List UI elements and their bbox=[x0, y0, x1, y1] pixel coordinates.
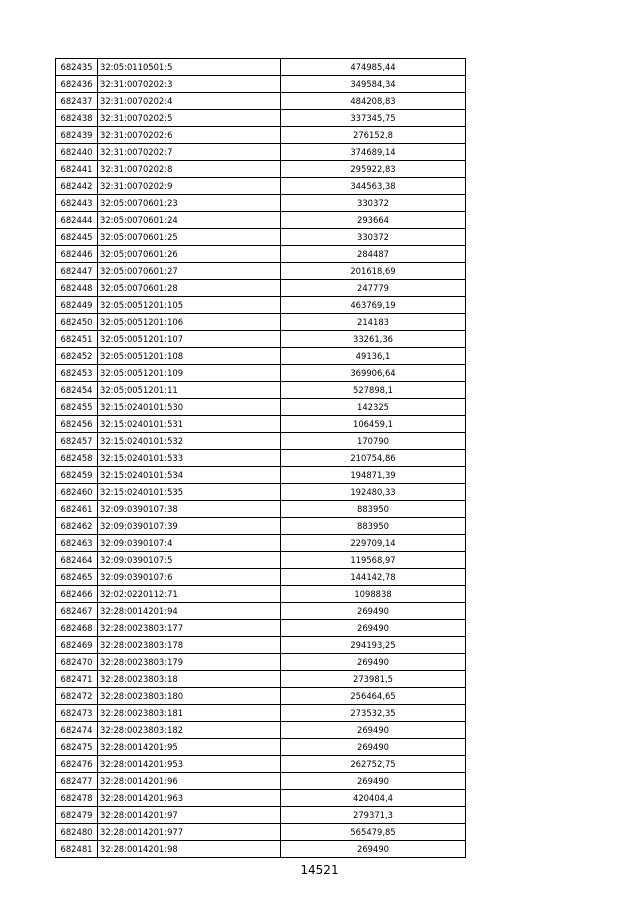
table-row bbox=[56, 484, 466, 501]
table-row bbox=[56, 331, 466, 348]
row-id-cell: 682459 bbox=[56, 467, 98, 484]
cadastral-number-cell: 32:28:0014201:98 bbox=[98, 841, 281, 858]
cadastral-value-cell: 344563,38 bbox=[281, 178, 466, 195]
cadastral-value-cell: 194871,39 bbox=[281, 467, 466, 484]
row-id-cell: 682451 bbox=[56, 331, 98, 348]
cadastral-number-cell: 32:05:0051201:107 bbox=[98, 331, 281, 348]
cadastral-value-cell: 269490 bbox=[281, 620, 466, 637]
row-id-cell: 682475 bbox=[56, 739, 98, 756]
cadastral-number-cell: 32:15:0240101:535 bbox=[98, 484, 281, 501]
cadastral-number-cell: 32:09:0390107:39 bbox=[98, 518, 281, 535]
cadastral-value-cell: 269490 bbox=[281, 739, 466, 756]
cadastral-number-cell: 32:09:0390107:6 bbox=[98, 569, 281, 586]
row-id-cell: 682448 bbox=[56, 280, 98, 297]
table-row bbox=[56, 773, 466, 790]
cadastral-value-cell: 337345,75 bbox=[281, 110, 466, 127]
cadastral-value-cell: 420404,4 bbox=[281, 790, 466, 807]
row-id-cell: 682436 bbox=[56, 76, 98, 93]
cadastral-number-cell: 32:31:0070202:9 bbox=[98, 178, 281, 195]
cadastral-number-cell: 32:31:0070202:3 bbox=[98, 76, 281, 93]
table-row bbox=[56, 280, 466, 297]
cadastral-value-cell: 463769,19 bbox=[281, 297, 466, 314]
row-id-cell: 682469 bbox=[56, 637, 98, 654]
cadastral-number-cell: 32:28:0023803:178 bbox=[98, 637, 281, 654]
cadastral-number-cell: 32:15:0240101:532 bbox=[98, 433, 281, 450]
table-row bbox=[56, 365, 466, 382]
cadastral-value-cell: 349584,34 bbox=[281, 76, 466, 93]
table-row bbox=[56, 246, 466, 263]
table-row bbox=[56, 76, 466, 93]
row-id-cell: 682479 bbox=[56, 807, 98, 824]
row-id-cell: 682443 bbox=[56, 195, 98, 212]
table-row bbox=[56, 229, 466, 246]
table-row bbox=[56, 790, 466, 807]
cadastral-value-cell: 201618,69 bbox=[281, 263, 466, 280]
row-id-cell: 682480 bbox=[56, 824, 98, 841]
cadastral-value-cell: 192480,33 bbox=[281, 484, 466, 501]
row-id-cell: 682435 bbox=[56, 59, 98, 76]
row-id-cell: 682440 bbox=[56, 144, 98, 161]
row-id-cell: 682474 bbox=[56, 722, 98, 739]
cadastral-number-cell: 32:05:0051201:109 bbox=[98, 365, 281, 382]
table-row bbox=[56, 450, 466, 467]
cadastral-value-table bbox=[55, 58, 466, 858]
cadastral-number-cell: 32:05:0070601:23 bbox=[98, 195, 281, 212]
row-id-cell: 682438 bbox=[56, 110, 98, 127]
cadastral-value-cell: 247779 bbox=[281, 280, 466, 297]
cadastral-number-cell: 32:28:0023803:179 bbox=[98, 654, 281, 671]
table-row bbox=[56, 263, 466, 280]
table-row bbox=[56, 501, 466, 518]
cadastral-value-cell: 142325 bbox=[281, 399, 466, 416]
cadastral-value-cell: 269490 bbox=[281, 773, 466, 790]
cadastral-value-cell: 273532,35 bbox=[281, 705, 466, 722]
table-row bbox=[56, 705, 466, 722]
cadastral-value-cell: 229709,14 bbox=[281, 535, 466, 552]
table-row bbox=[56, 535, 466, 552]
table-row bbox=[56, 603, 466, 620]
cadastral-number-cell: 32:31:0070202:7 bbox=[98, 144, 281, 161]
cadastral-value-cell: 293664 bbox=[281, 212, 466, 229]
table-row bbox=[56, 807, 466, 824]
cadastral-value-cell: 119568,97 bbox=[281, 552, 466, 569]
row-id-cell: 682453 bbox=[56, 365, 98, 382]
row-id-cell: 682437 bbox=[56, 93, 98, 110]
cadastral-number-cell: 32:05:0051201:105 bbox=[98, 297, 281, 314]
cadastral-value-cell: 474985,44 bbox=[281, 59, 466, 76]
row-id-cell: 682445 bbox=[56, 229, 98, 246]
cadastral-value-cell: 279371,3 bbox=[281, 807, 466, 824]
table-row bbox=[56, 722, 466, 739]
cadastral-number-cell: 32:28:0014201:953 bbox=[98, 756, 281, 773]
cadastral-number-cell: 32:05:0070601:24 bbox=[98, 212, 281, 229]
table-row bbox=[56, 93, 466, 110]
cadastral-number-cell: 32:28:0014201:977 bbox=[98, 824, 281, 841]
cadastral-value-cell: 883950 bbox=[281, 518, 466, 535]
cadastral-number-cell: 32:28:0014201:96 bbox=[98, 773, 281, 790]
row-id-cell: 682465 bbox=[56, 569, 98, 586]
table-row bbox=[56, 144, 466, 161]
cadastral-number-cell: 32:28:0023803:180 bbox=[98, 688, 281, 705]
table-body bbox=[56, 59, 466, 858]
cadastral-number-cell: 32:28:0014201:94 bbox=[98, 603, 281, 620]
row-id-cell: 682466 bbox=[56, 586, 98, 603]
table-row bbox=[56, 59, 466, 76]
cadastral-value-cell: 262752,75 bbox=[281, 756, 466, 773]
cadastral-number-cell: 32:05:0070601:27 bbox=[98, 263, 281, 280]
cadastral-number-cell: 32:05:0051201:108 bbox=[98, 348, 281, 365]
table-row bbox=[56, 212, 466, 229]
table-row bbox=[56, 127, 466, 144]
row-id-cell: 682456 bbox=[56, 416, 98, 433]
cadastral-value-cell: 269490 bbox=[281, 654, 466, 671]
table-row bbox=[56, 569, 466, 586]
cadastral-number-cell: 32:15:0240101:531 bbox=[98, 416, 281, 433]
cadastral-value-cell: 294193,25 bbox=[281, 637, 466, 654]
cadastral-value-cell: 33261,36 bbox=[281, 331, 466, 348]
cadastral-value-cell: 484208,83 bbox=[281, 93, 466, 110]
cadastral-number-cell: 32:05:0070601:25 bbox=[98, 229, 281, 246]
row-id-cell: 682468 bbox=[56, 620, 98, 637]
row-id-cell: 682460 bbox=[56, 484, 98, 501]
table-row bbox=[56, 110, 466, 127]
table-row bbox=[56, 654, 466, 671]
table-row bbox=[56, 195, 466, 212]
cadastral-number-cell: 32:31:0070202:4 bbox=[98, 93, 281, 110]
cadastral-value-cell: 883950 bbox=[281, 501, 466, 518]
row-id-cell: 682473 bbox=[56, 705, 98, 722]
cadastral-value-cell: 527898,1 bbox=[281, 382, 466, 399]
row-id-cell: 682481 bbox=[56, 841, 98, 858]
cadastral-value-cell: 330372 bbox=[281, 195, 466, 212]
table-row bbox=[56, 637, 466, 654]
row-id-cell: 682454 bbox=[56, 382, 98, 399]
table-row bbox=[56, 756, 466, 773]
cadastral-value-cell: 295922,83 bbox=[281, 161, 466, 178]
table-row bbox=[56, 178, 466, 195]
cadastral-number-cell: 32:31:0070202:5 bbox=[98, 110, 281, 127]
table-row bbox=[56, 739, 466, 756]
row-id-cell: 682450 bbox=[56, 314, 98, 331]
cadastral-number-cell: 32:15:0240101:533 bbox=[98, 450, 281, 467]
table-row bbox=[56, 467, 466, 484]
row-id-cell: 682452 bbox=[56, 348, 98, 365]
cadastral-number-cell: 32:09:0390107:38 bbox=[98, 501, 281, 518]
row-id-cell: 682455 bbox=[56, 399, 98, 416]
cadastral-number-cell: 32:05:0051201:106 bbox=[98, 314, 281, 331]
cadastral-number-cell: 32:05:0070601:28 bbox=[98, 280, 281, 297]
cadastral-value-cell: 144142,78 bbox=[281, 569, 466, 586]
row-id-cell: 682476 bbox=[56, 756, 98, 773]
cadastral-value-cell: 330372 bbox=[281, 229, 466, 246]
cadastral-number-cell: 32:31:0070202:6 bbox=[98, 127, 281, 144]
row-id-cell: 682477 bbox=[56, 773, 98, 790]
cadastral-number-cell: 32:09:0390107:5 bbox=[98, 552, 281, 569]
cadastral-value-cell: 565479,85 bbox=[281, 824, 466, 841]
table-row bbox=[56, 297, 466, 314]
cadastral-number-cell: 32:31:0070202:8 bbox=[98, 161, 281, 178]
cadastral-value-cell: 49136,1 bbox=[281, 348, 466, 365]
cadastral-value-cell: 284487 bbox=[281, 246, 466, 263]
cadastral-value-cell: 214183 bbox=[281, 314, 466, 331]
cadastral-value-cell: 170790 bbox=[281, 433, 466, 450]
cadastral-value-cell: 273981,5 bbox=[281, 671, 466, 688]
cadastral-value-cell: 374689,14 bbox=[281, 144, 466, 161]
row-id-cell: 682457 bbox=[56, 433, 98, 450]
cadastral-number-cell: 32:28:0014201:95 bbox=[98, 739, 281, 756]
table-row bbox=[56, 518, 466, 535]
table-row bbox=[56, 586, 466, 603]
row-id-cell: 682458 bbox=[56, 450, 98, 467]
cadastral-value-cell: 269490 bbox=[281, 722, 466, 739]
cadastral-number-cell: 32:02:0220112:71 bbox=[98, 586, 281, 603]
cadastral-value-cell: 256464,65 bbox=[281, 688, 466, 705]
row-id-cell: 682478 bbox=[56, 790, 98, 807]
cadastral-number-cell: 32:28:0023803:177 bbox=[98, 620, 281, 637]
table-row bbox=[56, 314, 466, 331]
cadastral-number-cell: 32:05:0070601:26 bbox=[98, 246, 281, 263]
table-row bbox=[56, 620, 466, 637]
cadastral-number-cell: 32:28:0014201:97 bbox=[98, 807, 281, 824]
row-id-cell: 682447 bbox=[56, 263, 98, 280]
cadastral-value-cell: 276152,8 bbox=[281, 127, 466, 144]
cadastral-value-cell: 106459,1 bbox=[281, 416, 466, 433]
cadastral-number-cell: 32:28:0014201:963 bbox=[98, 790, 281, 807]
row-id-cell: 682441 bbox=[56, 161, 98, 178]
table-row bbox=[56, 841, 466, 858]
row-id-cell: 682449 bbox=[56, 297, 98, 314]
table-row bbox=[56, 671, 466, 688]
cadastral-number-cell: 32:05:0051201:11 bbox=[98, 382, 281, 399]
cadastral-value-cell: 369906,64 bbox=[281, 365, 466, 382]
cadastral-value-cell: 210754,86 bbox=[281, 450, 466, 467]
row-id-cell: 682461 bbox=[56, 501, 98, 518]
table-row bbox=[56, 433, 466, 450]
row-id-cell: 682470 bbox=[56, 654, 98, 671]
cadastral-number-cell: 32:28:0023803:18 bbox=[98, 671, 281, 688]
row-id-cell: 682472 bbox=[56, 688, 98, 705]
row-id-cell: 682444 bbox=[56, 212, 98, 229]
table-row bbox=[56, 161, 466, 178]
row-id-cell: 682446 bbox=[56, 246, 98, 263]
cadastral-number-cell: 32:15:0240101:534 bbox=[98, 467, 281, 484]
row-id-cell: 682442 bbox=[56, 178, 98, 195]
row-id-cell: 682439 bbox=[56, 127, 98, 144]
cadastral-value-cell: 1098838 bbox=[281, 586, 466, 603]
table-row bbox=[56, 348, 466, 365]
row-id-cell: 682467 bbox=[56, 603, 98, 620]
cadastral-number-cell: 32:05:0110501:5 bbox=[98, 59, 281, 76]
cadastral-number-cell: 32:28:0023803:182 bbox=[98, 722, 281, 739]
table-row bbox=[56, 382, 466, 399]
row-id-cell: 682463 bbox=[56, 535, 98, 552]
table-row bbox=[56, 416, 466, 433]
table-row bbox=[56, 688, 466, 705]
cadastral-value-cell: 269490 bbox=[281, 841, 466, 858]
row-id-cell: 682462 bbox=[56, 518, 98, 535]
row-id-cell: 682471 bbox=[56, 671, 98, 688]
row-id-cell: 682464 bbox=[56, 552, 98, 569]
cadastral-number-cell: 32:28:0023803:181 bbox=[98, 705, 281, 722]
cadastral-number-cell: 32:09:0390107:4 bbox=[98, 535, 281, 552]
page-number: 14521 bbox=[300, 863, 339, 877]
cadastral-number-cell: 32:15:0240101:530 bbox=[98, 399, 281, 416]
table-row bbox=[56, 399, 466, 416]
table-row bbox=[56, 824, 466, 841]
cadastral-value-cell: 269490 bbox=[281, 603, 466, 620]
table-row bbox=[56, 552, 466, 569]
